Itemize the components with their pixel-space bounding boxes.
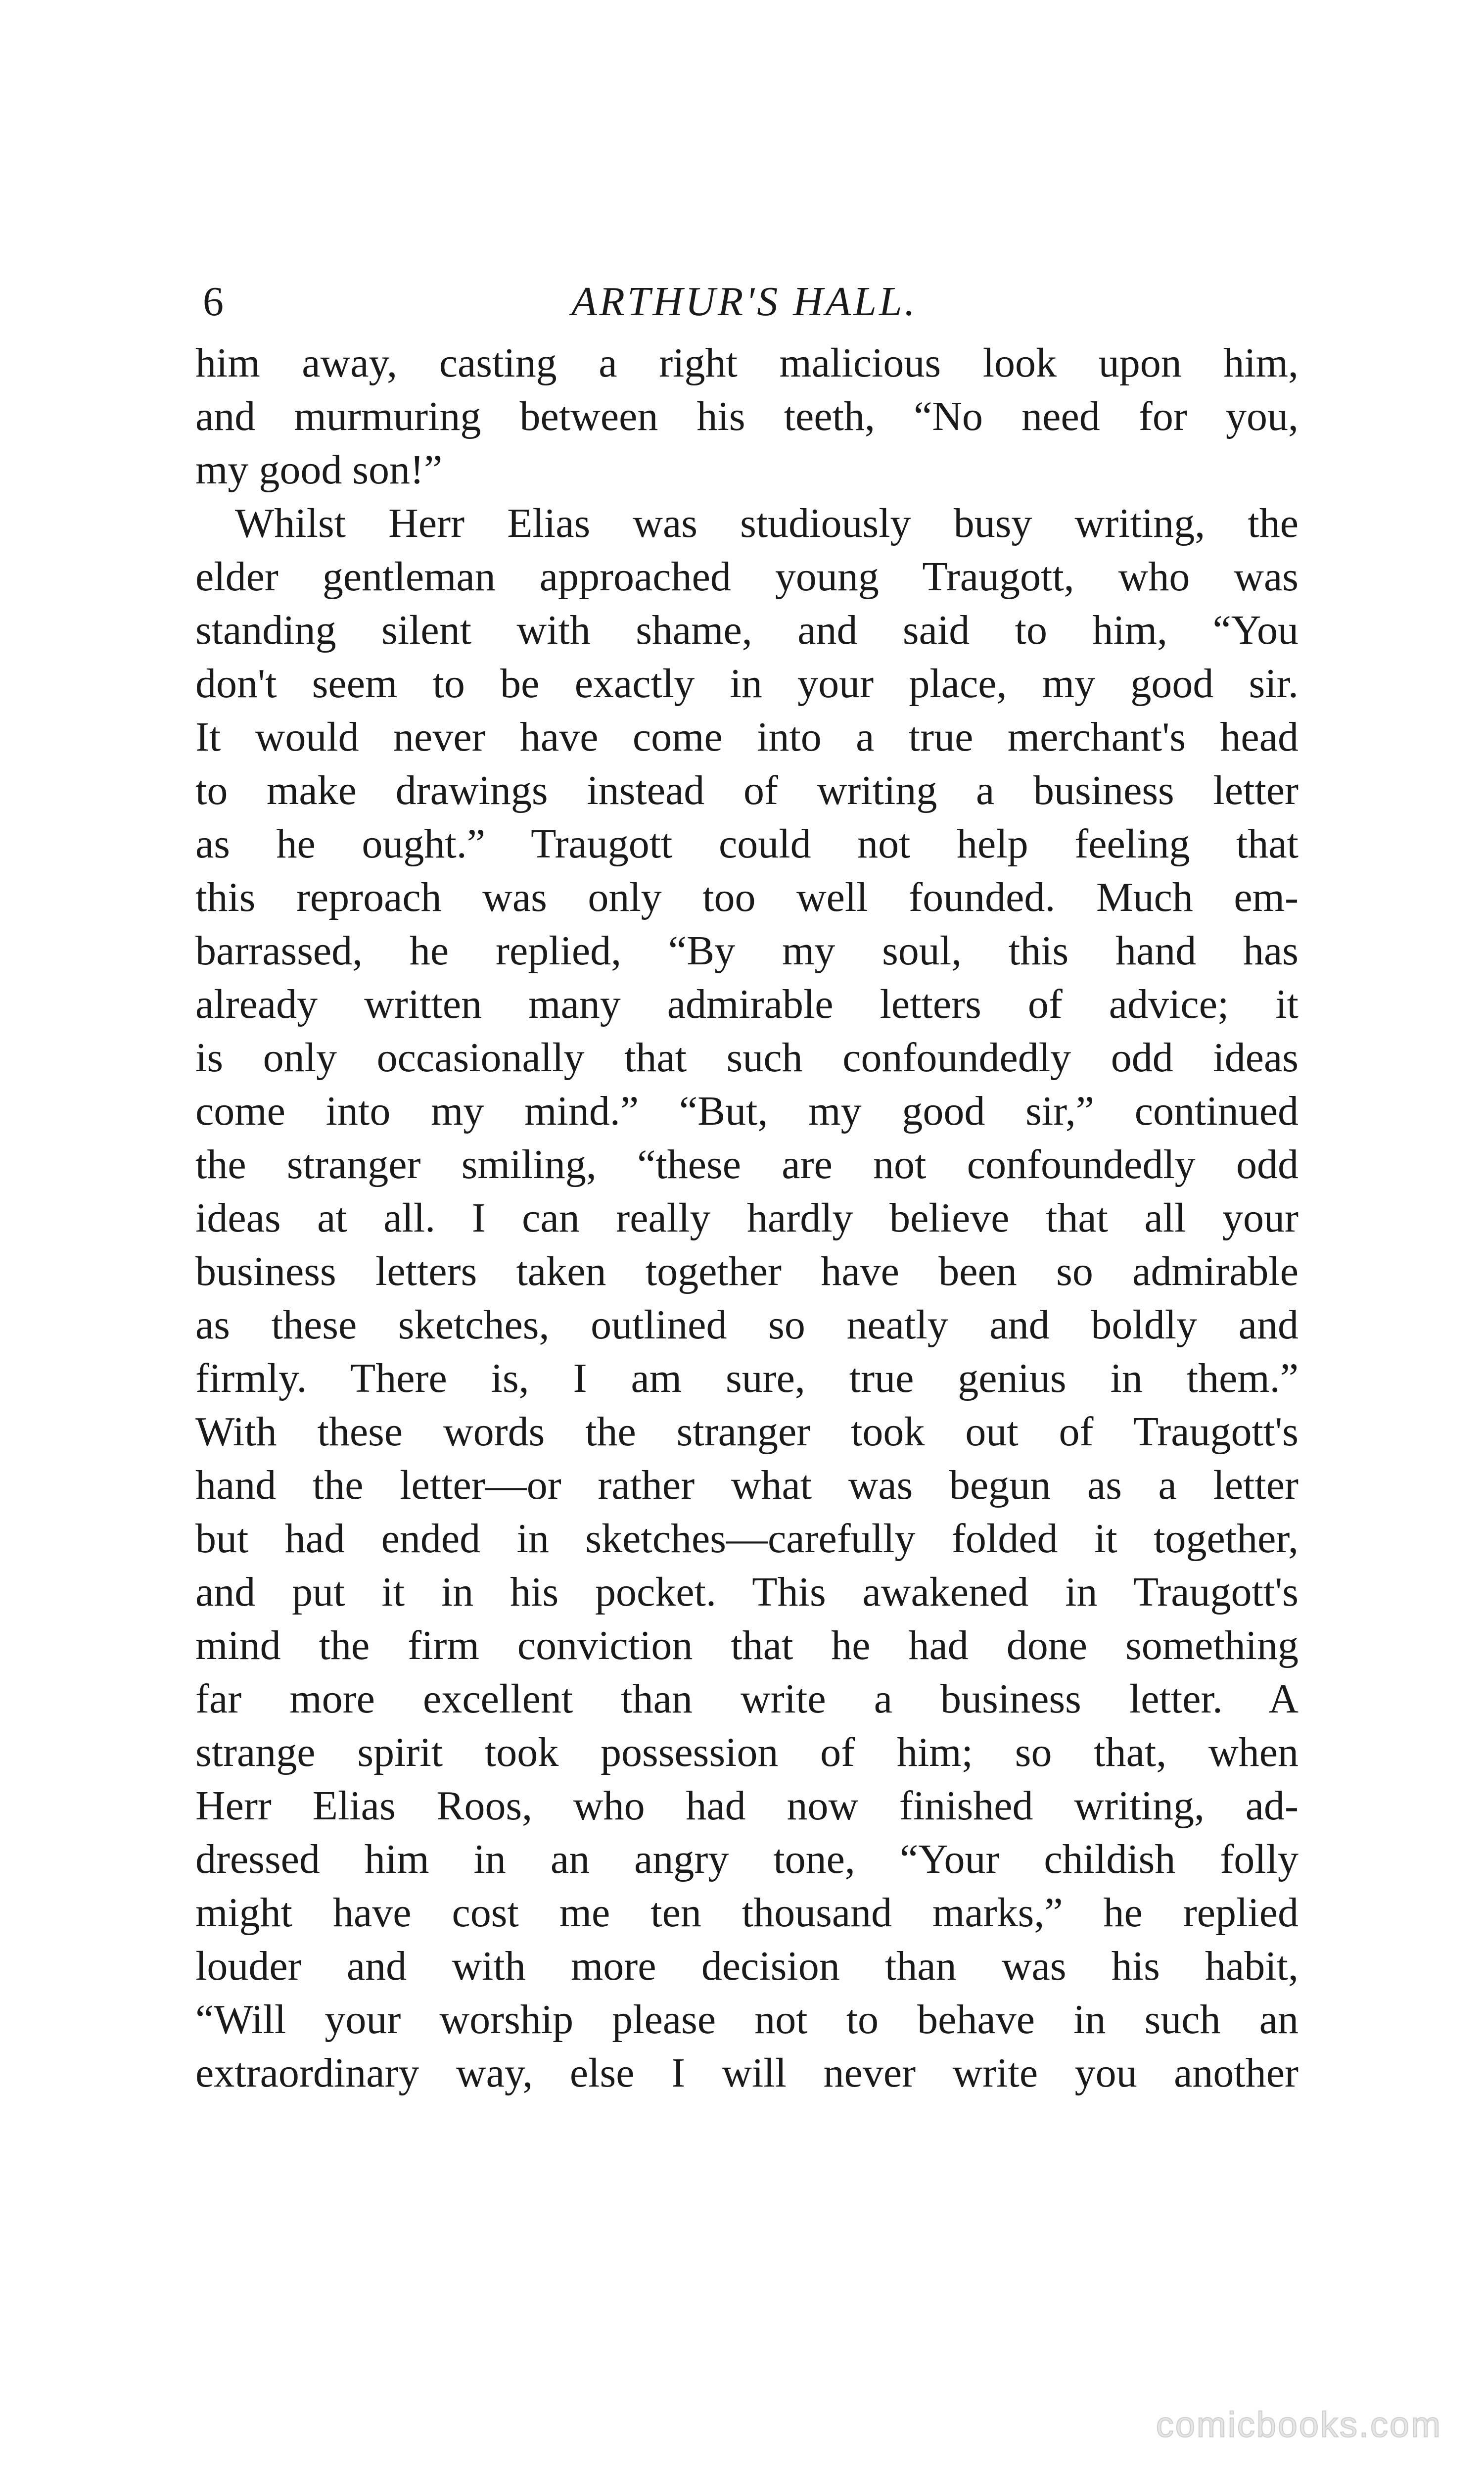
text-line: might have cost me ten thousand marks,” he replied	[195, 1890, 1298, 1936]
text-line: don't seem to be exactly in your place, my good sir.	[195, 661, 1298, 707]
text-line: “Will your worship please not to behave in such an	[195, 1997, 1298, 2043]
body-text	[195, 336, 1298, 2100]
text-line: business letters taken together have been so admirable	[195, 1248, 1298, 1294]
text-line: hand the letter—or rather what was begun as a letter	[195, 1462, 1298, 1508]
text-line: as he ought.” Traugott could not help feeling that	[195, 821, 1298, 867]
text-line: dressed him in an angry tone, “Your childish folly	[195, 1836, 1298, 1882]
text-line: Herr Elias Roos, who had now finished writing, ad-	[195, 1783, 1298, 1829]
text-line: and put it in his pocket. This awakened in Traugott's	[195, 1569, 1298, 1615]
text-line: my good son!”	[195, 447, 443, 493]
running-title: ARTHUR'S HALL.	[571, 279, 918, 325]
text-line: Whilst Herr Elias was studiously busy writing, the	[235, 500, 1298, 546]
text-line: mind the firm conviction that he had done something	[195, 1622, 1298, 1668]
text-line: but had ended in sketches—carefully folded it together,	[195, 1516, 1298, 1562]
watermark: comicbooks.com	[1156, 2405, 1442, 2445]
text-line: is only occasionally that such confoundedly odd ideas	[195, 1035, 1298, 1081]
text-line: to make drawings instead of writing a business letter	[195, 767, 1298, 813]
text-line: far more excellent than write a business letter. A	[195, 1676, 1298, 1722]
text-line: strange spirit took possession of him; so that, when	[195, 1729, 1298, 1775]
text-line: It would never have come into a true merchant's head	[195, 714, 1298, 760]
text-line: barrassed, he replied, “By my soul, this hand has	[195, 928, 1298, 974]
text-line: this reproach was only too well founded. Much em-	[195, 874, 1298, 920]
text-line: louder and with more decision than was his habit,	[195, 1943, 1298, 1989]
text-line: the stranger smiling, “these are not confoundedly odd	[195, 1142, 1298, 1188]
text-line: firmly. There is, I am sure, true genius in them.”	[195, 1355, 1298, 1401]
text-line: extraordinary way, else I will never write you another	[195, 2050, 1298, 2096]
text-line: With these words the stranger took out of Traugott's	[195, 1409, 1298, 1455]
text-line: and murmuring between his teeth, “No need for you,	[195, 393, 1298, 439]
text-line: as these sketches, outlined so neatly and boldly and	[195, 1302, 1298, 1348]
text-line: already written many admirable letters of advice; it	[195, 981, 1298, 1027]
text-line: him away, casting a right malicious look upon him,	[195, 340, 1298, 386]
text-line: standing silent with shame, and said to him, “You	[195, 607, 1298, 653]
page-number: 6	[203, 279, 224, 325]
text-line: come into my mind.” “But, my good sir,” continued	[195, 1088, 1298, 1134]
text-line: elder gentleman approached young Traugott, who was	[195, 554, 1298, 600]
text-line: ideas at all. I can really hardly believe that all your	[195, 1195, 1298, 1241]
page-header	[188, 272, 1301, 332]
